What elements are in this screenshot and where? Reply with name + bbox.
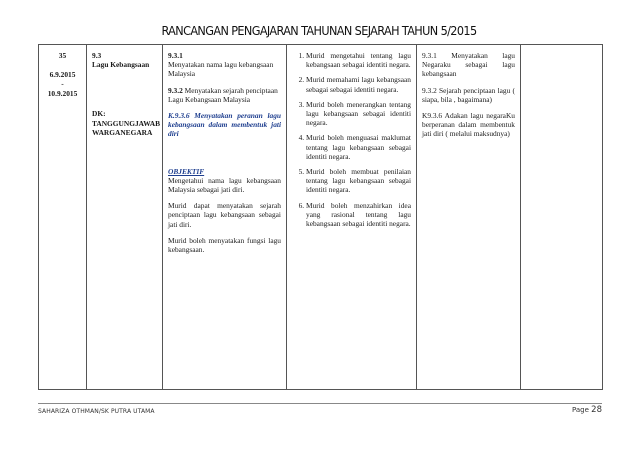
footer-page [572, 405, 602, 415]
lesson-plan-table [38, 44, 603, 390]
activities-cell [287, 45, 417, 390]
table-row [39, 45, 603, 390]
standard-cell [163, 45, 287, 390]
unit-cell [87, 45, 163, 390]
note-1: 9.3.1 Menyatakan lagu Negaraku sebagai lagu kebangsaan [422, 51, 515, 79]
standard-1-code: 9.3.1 [168, 51, 183, 60]
k-standard-text: K.9.3.6 Menyatakan peranan lagu kebangsaan dalam membentuk jati diri [168, 111, 281, 139]
activities-list [292, 51, 411, 228]
dk-label: DK: [92, 109, 106, 119]
unit-name: Lagu Kebangsaan [92, 60, 150, 70]
note-3: K9.3.6 Adakan lagu negaraKu berperanan dalam membentuk jati diri ( melalui maksudnya) [422, 111, 515, 139]
page-label: Page [571, 406, 589, 414]
page-number: 28 [591, 405, 602, 415]
dk-text: TANGGUNGJAWAB WARGANEGARA [92, 118, 161, 137]
empty-cell [521, 45, 603, 390]
list-item: 3. Murid boleh menerangkan tentang lagu kebangsaan sebagai identiti negara. [306, 100, 411, 128]
objective-paragraph-3: Murid boleh menyatakan fungsi lagu kebangsaan. [168, 235, 281, 255]
date-to: 10.9.2015 [47, 88, 78, 98]
week-cell [39, 45, 87, 390]
list-item: 6. Murid boleh menzahirkan idea yang rasional tentang lagu kebangsaan sebagai identiti negara. [306, 201, 411, 229]
objective-heading: OBJEKTIF [168, 166, 205, 176]
standard-2-text: Menyatakan sejarah penciptaan Lagu Kebangsaan Malaysia [168, 85, 278, 104]
objective-text: Mengetahui nama lagu kebangsaan Malaysia sebagai jati diri. [168, 175, 281, 195]
footer-divider [38, 403, 602, 404]
standard-2 [168, 86, 281, 104]
list-item: 4. Murid boleh menguasai maklumat tentang lagu kebangsaan sebagai identiti negara. [306, 133, 411, 161]
standard-1-text: Menyatakan nama lagu kebangsaan Malaysia [168, 60, 274, 79]
date-separator: - [61, 79, 64, 89]
standard-2-code: 9.3.2 [168, 85, 183, 95]
list-item: 5. Murid boleh membuat penilaian tentang lagu kebangsaan sebagai identiti negara. [306, 167, 411, 195]
week-number: 35 [58, 51, 67, 60]
list-item: 2. Murid memahami lagu kebangsaan sebagai sebagai identiti negara. [306, 75, 411, 93]
notes-cell [417, 45, 521, 390]
unit-code: 9.3 [92, 51, 102, 60]
date-from: 6.9.2015 [49, 70, 76, 80]
page-title: RANCANGAN PENGAJARAN TAHUNAN SEJARAH TAHUN 5/2015 [161, 23, 477, 38]
footer-author: SAHARIZA OTHMAN/SK PUTRA UTAMA [38, 408, 155, 415]
note-2: 9.3.2 Sejarah penciptaan lagu ( siapa, bila , bagaimana) [422, 85, 515, 104]
list-item: 1. Murid mengetahui tentang lagu kebangsaan sebagai identiti negara. [306, 51, 411, 69]
objective-paragraph-2: Murid dapat menyatakan sejarah penciptaan lagu kebangsaan sebagai jati diri. [168, 201, 281, 229]
